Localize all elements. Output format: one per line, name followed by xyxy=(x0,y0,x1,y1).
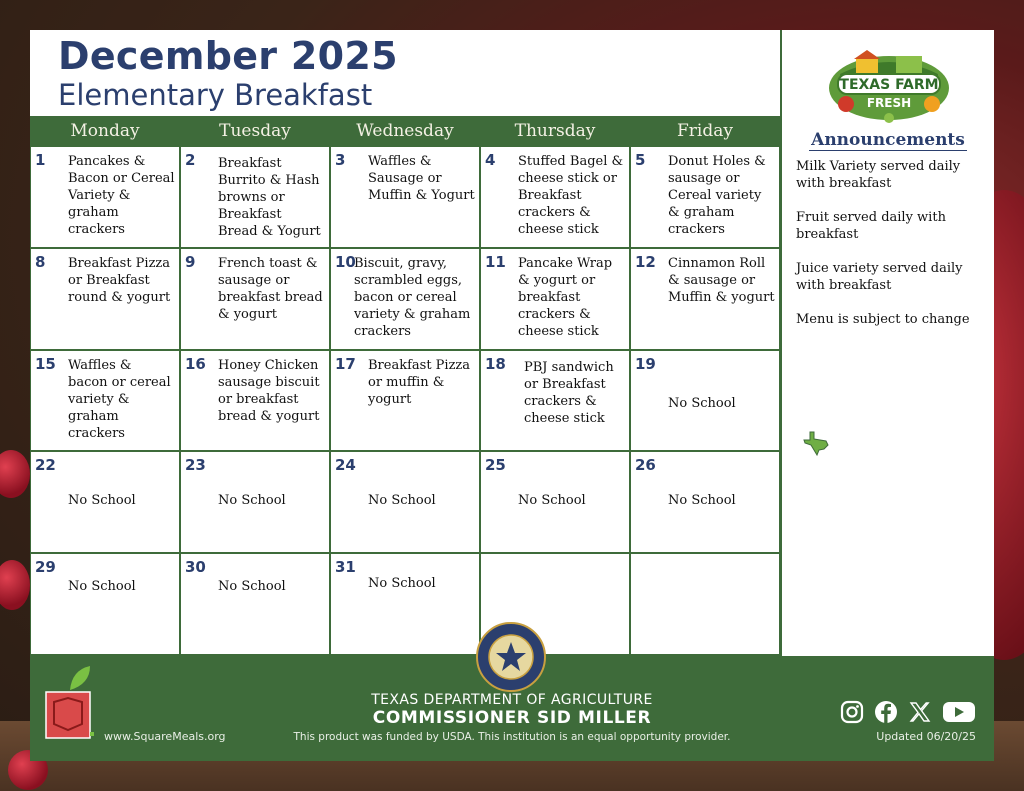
background-berry xyxy=(0,450,30,498)
day-number: 19 xyxy=(635,354,656,373)
day-menu: No School xyxy=(68,493,136,509)
announcement-item: Fruit served daily with breakfast xyxy=(796,210,946,242)
announcement-item: Menu is subject to change xyxy=(796,312,970,327)
day-number: 26 xyxy=(635,456,656,475)
calendar-day-cell xyxy=(481,249,631,351)
youtube-icon[interactable] xyxy=(942,700,976,724)
day-number: 5 xyxy=(635,151,646,169)
day-number: 2 xyxy=(185,151,196,169)
calendar-day-cell xyxy=(481,351,631,453)
day-menu: Biscuit, gravy, scrambled eggs, bacon or cereal variety & graham crackers xyxy=(354,255,471,339)
day-number: 24 xyxy=(335,456,356,475)
calendar-day-cell xyxy=(481,147,631,249)
weekday-tuesday: Tuesday xyxy=(219,121,291,141)
day-number: 22 xyxy=(35,456,56,475)
day-menu: Waffles & Sausage or Muffin & Yogurt xyxy=(368,154,475,203)
announcements-sidebar xyxy=(780,30,994,656)
logo-text-line2: FRESH xyxy=(866,96,912,110)
day-menu: No School xyxy=(668,395,736,411)
calendar-day-cell xyxy=(631,147,781,249)
calendar-day-cell xyxy=(331,554,481,656)
day-number: 29 xyxy=(35,558,56,577)
texas-farm-fresh-logo xyxy=(826,44,952,124)
weekday-header-row xyxy=(30,116,780,147)
day-menu: Breakfast Burrito & Hash browns or Breakfast Bread & Yogurt xyxy=(218,156,321,239)
calendar-day-cell xyxy=(631,452,781,554)
day-menu: Stuffed Bagel & cheese stick or Breakfast crackers & cheese stick xyxy=(518,154,624,237)
weekday-monday: Monday xyxy=(70,121,140,141)
x-icon[interactable] xyxy=(908,700,932,724)
announcements-list xyxy=(796,158,986,345)
day-number: 12 xyxy=(635,252,656,271)
day-number: 23 xyxy=(185,456,206,475)
page-title: December 2025 xyxy=(58,34,398,78)
calendar-day-cell xyxy=(181,452,331,554)
day-number: 16 xyxy=(185,354,206,373)
day-number: 10 xyxy=(335,252,356,271)
day-menu: French toast & sausage or breakfast bread & yogurt xyxy=(218,255,323,322)
calendar-day-cell xyxy=(31,147,181,249)
footer-band xyxy=(30,656,994,761)
calendar-day-cell xyxy=(31,554,181,656)
calendar-grid xyxy=(30,147,780,656)
calendar-day-cell xyxy=(31,249,181,351)
day-menu: Pancakes & Bacon or Cereal Variety & graham crackers xyxy=(68,154,175,237)
facebook-icon[interactable] xyxy=(874,700,898,724)
day-number: 15 xyxy=(35,354,56,373)
day-menu: Donut Holes & sausage or Cereal variety & graham crackers xyxy=(668,154,766,237)
day-number: 18 xyxy=(485,354,506,373)
calendar-day-cell xyxy=(331,452,481,554)
instagram-icon[interactable] xyxy=(840,700,864,724)
day-menu: Breakfast Pizza or Breakfast round & yogurt xyxy=(68,255,171,305)
calendar-header xyxy=(30,30,780,116)
day-menu: No School xyxy=(368,576,436,592)
calendar-day-cell xyxy=(31,452,181,554)
agriculture-seal-icon xyxy=(476,622,546,692)
day-menu: Waffles & bacon or cereal variety & graham crackers xyxy=(68,357,171,441)
calendar-day-cell xyxy=(31,351,181,453)
calendar-day-cell xyxy=(331,147,481,249)
day-menu: PBJ sandwich or Breakfast crackers & cheese stick xyxy=(524,359,614,426)
day-menu: No School xyxy=(518,493,586,509)
calendar-day-cell xyxy=(481,452,631,554)
calendar-day-cell xyxy=(181,147,331,249)
weekday-wednesday: Wednesday xyxy=(356,121,454,141)
announcement-item: Milk Variety served daily with breakfast xyxy=(796,159,961,191)
day-menu: No School xyxy=(668,493,736,509)
day-menu: Breakfast Pizza or muffin & yogurt xyxy=(368,357,471,407)
day-menu: No School xyxy=(218,579,286,595)
calendar-day-cell xyxy=(181,351,331,453)
website-link[interactable]: www.SquareMeals.org xyxy=(104,730,226,743)
calendar-day-cell xyxy=(331,351,481,453)
calendar-day-cell xyxy=(181,554,331,656)
social-links xyxy=(840,700,976,724)
calendar-day-cell xyxy=(631,554,781,656)
page-subtitle: Elementary Breakfast xyxy=(58,78,373,112)
day-number: 1 xyxy=(35,151,46,169)
day-number: 11 xyxy=(485,252,506,271)
day-menu: Pancake Wrap & yogurt or breakfast crackers & cheese stick xyxy=(518,255,613,339)
day-number: 8 xyxy=(35,252,46,271)
announcement-item: Juice variety served daily with breakfast xyxy=(796,261,963,293)
day-number: 31 xyxy=(335,558,356,577)
commissioner-name: COMMISSIONER SID MILLER xyxy=(372,708,652,728)
calendar-day-cell xyxy=(331,249,481,351)
texas-state-icon xyxy=(802,430,830,456)
day-menu: No School xyxy=(68,579,136,595)
day-number: 17 xyxy=(335,354,356,373)
day-number: 3 xyxy=(335,151,346,169)
menu-calendar-sheet xyxy=(30,30,994,761)
announcements-heading: Announcements xyxy=(811,130,965,150)
calendar-day-cell xyxy=(181,249,331,351)
funding-statement: This product was funded by USDA. This institution is an equal opportunity provider. xyxy=(293,731,731,743)
updated-date: Updated 06/20/25 xyxy=(876,730,976,743)
day-number: 30 xyxy=(185,558,206,577)
day-menu: No School xyxy=(368,493,436,509)
day-number: 9 xyxy=(185,252,196,271)
day-number: 25 xyxy=(485,456,506,475)
day-menu: Cinnamon Roll & sausage or Muffin & yogurt xyxy=(668,255,775,305)
day-number: 4 xyxy=(485,151,496,169)
background-berry xyxy=(0,560,30,610)
weekday-friday: Friday xyxy=(677,121,733,141)
agency-name: TEXAS DEPARTMENT OF AGRICULTURE xyxy=(371,692,653,708)
weekday-thursday: Thursday xyxy=(514,121,596,141)
calendar-day-cell xyxy=(631,351,781,453)
day-menu: Honey Chicken sausage biscuit or breakfast bread & yogurt xyxy=(218,357,320,424)
day-menu: No School xyxy=(218,493,286,509)
calendar-day-cell xyxy=(631,249,781,351)
logo-text-line1: TEXAS FARM xyxy=(839,77,939,93)
